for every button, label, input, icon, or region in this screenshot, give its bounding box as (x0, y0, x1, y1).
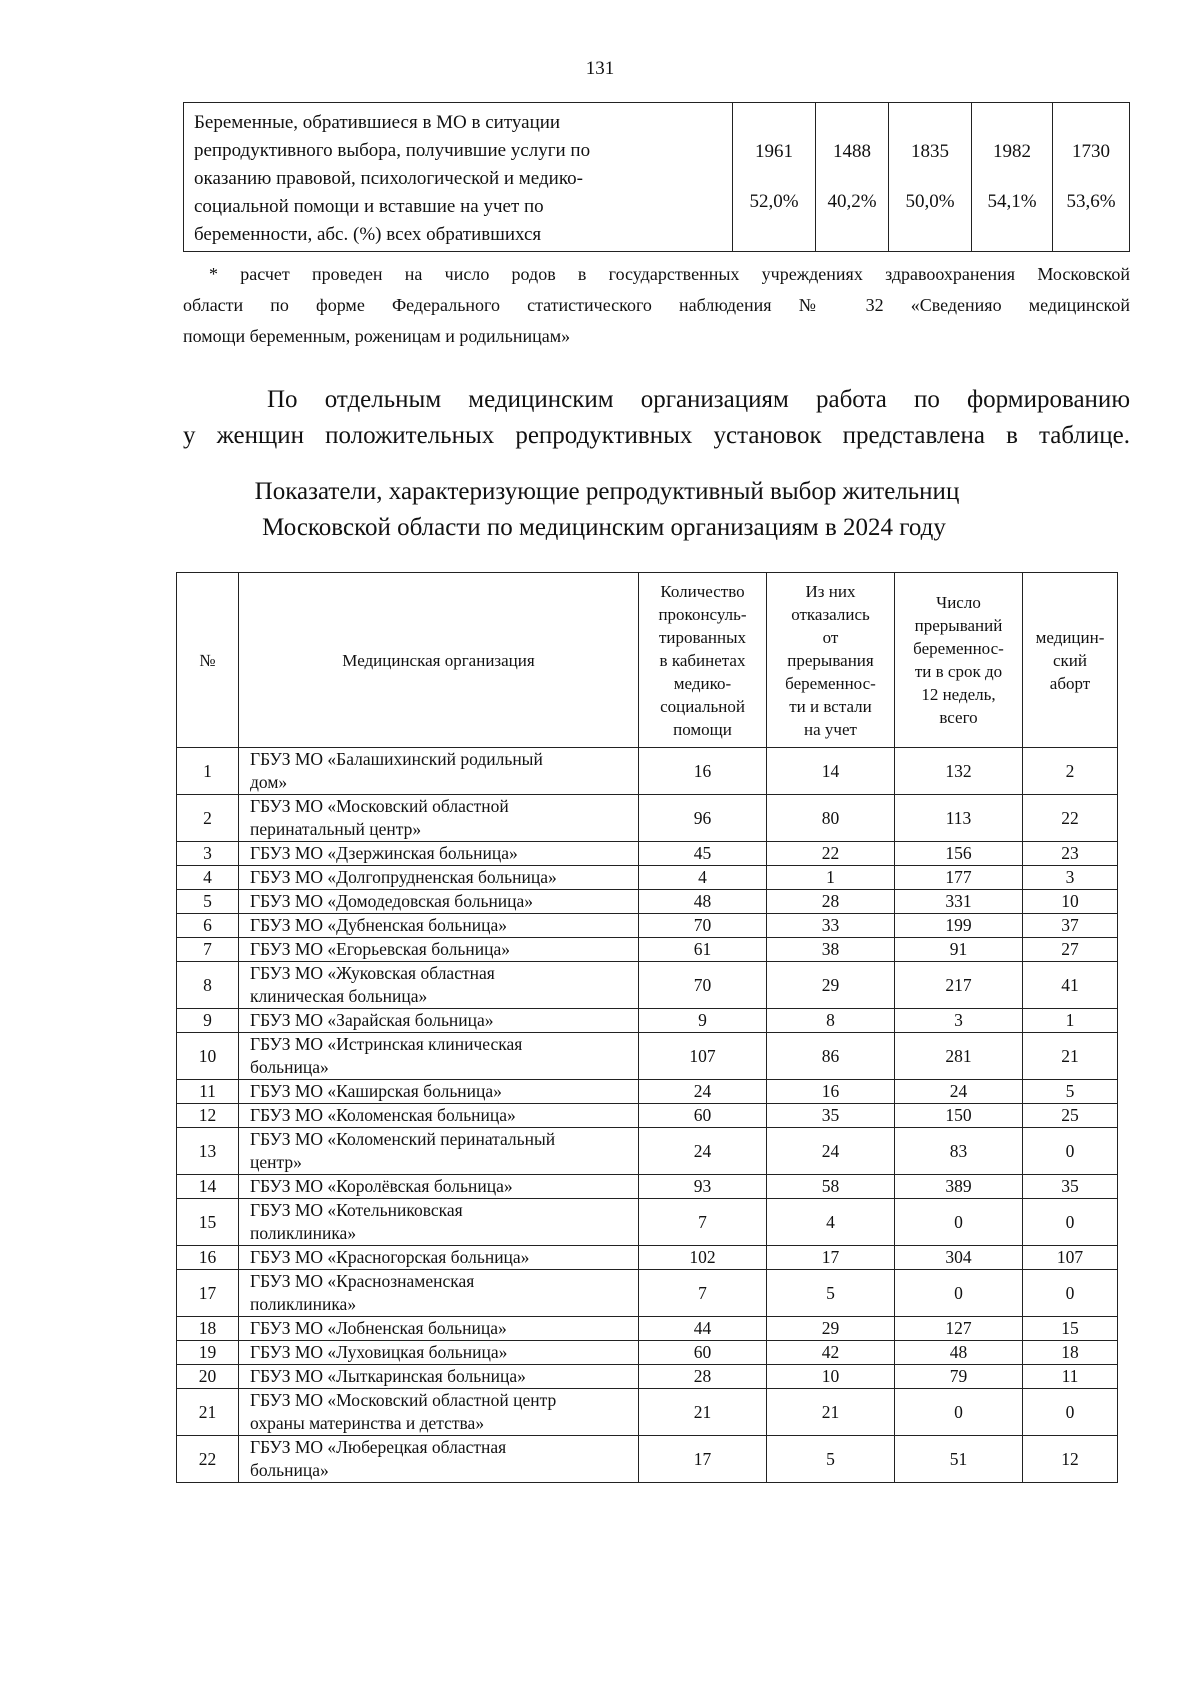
organization-name-line: ГБУЗ МО «Коломенская больница» (250, 1105, 516, 1125)
abortion-count: 21 (1023, 1033, 1118, 1080)
organizations-table (176, 572, 1118, 1483)
table-row (177, 890, 1118, 914)
refused-count: 80 (767, 795, 895, 842)
consulted-count: 17 (639, 1436, 767, 1483)
header-line: Из них (805, 581, 856, 601)
row-number: 17 (177, 1270, 239, 1317)
consulted-count: 24 (639, 1128, 767, 1175)
organization-name-line: ГБУЗ МО «Красногорская больница» (250, 1247, 530, 1267)
summary-abs: 1835 (911, 141, 949, 162)
organization-name (239, 748, 639, 795)
organization-name-line: ГБУЗ МО «Каширская больница» (250, 1081, 502, 1101)
refused-count: 5 (767, 1270, 895, 1317)
table-header-row (177, 573, 1118, 748)
table-title-line: Московской области по медицинским организациям в 2024 году (262, 514, 946, 541)
table-row (177, 795, 1118, 842)
refused-count: 14 (767, 748, 895, 795)
terminations-count: 79 (895, 1365, 1023, 1389)
summary-abs: 1488 (833, 141, 871, 162)
summary-description-line: репродуктивного выбора, получившие услуги по (194, 140, 591, 161)
header-line: Число (936, 593, 981, 612)
organization-name-line: ГБУЗ МО «Балашихинский родильный (250, 749, 543, 769)
row-number: 9 (177, 1009, 239, 1033)
organization-name (239, 1009, 639, 1033)
table-row (177, 1009, 1118, 1033)
footnote-line: области по форме Федерального статистического наблюдения № 32 «Сведенияо медицинской (183, 295, 1130, 315)
consulted-count: 9 (639, 1009, 767, 1033)
terminations-count: 199 (895, 914, 1023, 938)
consulted-count: 7 (639, 1199, 767, 1246)
summary-abs: 1730 (1072, 141, 1110, 162)
organization-name (239, 1317, 639, 1341)
table-row (177, 1104, 1118, 1128)
header-consulted (639, 573, 767, 748)
table-row (177, 1365, 1118, 1389)
table-row (177, 938, 1118, 962)
refused-count: 42 (767, 1341, 895, 1365)
terminations-count: 150 (895, 1104, 1023, 1128)
organization-name (239, 1365, 639, 1389)
abortion-count: 10 (1023, 890, 1118, 914)
summary-description-line: оказанию правовой, психологической и медико- (194, 168, 583, 189)
consulted-count: 60 (639, 1104, 767, 1128)
refused-count: 58 (767, 1175, 895, 1199)
organization-name-line: ГБУЗ МО «Домодедовская больница» (250, 891, 534, 911)
abortion-count: 0 (1023, 1389, 1118, 1436)
organization-name (239, 1199, 639, 1246)
terminations-count: 0 (895, 1270, 1023, 1317)
organization-name-line: поликлиника» (250, 1223, 357, 1243)
header-line: Количество (660, 581, 745, 601)
row-number: 19 (177, 1341, 239, 1365)
refused-count: 28 (767, 890, 895, 914)
terminations-count: 127 (895, 1317, 1023, 1341)
consulted-count: 96 (639, 795, 767, 842)
table-row (177, 1270, 1118, 1317)
abortion-count: 27 (1023, 938, 1118, 962)
organization-name (239, 890, 639, 914)
consulted-count: 24 (639, 1080, 767, 1104)
summary-value-cell (816, 103, 889, 252)
organization-name-line: ГБУЗ МО «Московский областной (250, 796, 509, 816)
body-paragraph (183, 382, 1130, 454)
organization-name (239, 1080, 639, 1104)
header-refused (767, 573, 895, 748)
row-number: 22 (177, 1436, 239, 1483)
table-row (177, 1389, 1118, 1436)
summary-pct: 52,0% (749, 191, 799, 212)
abortion-count: 0 (1023, 1128, 1118, 1175)
header-line: в кабинетах (659, 650, 746, 670)
organization-name-line: ГБУЗ МО «Лобненская больница» (250, 1318, 507, 1338)
row-number: 3 (177, 842, 239, 866)
organization-name (239, 866, 639, 890)
refused-count: 33 (767, 914, 895, 938)
refused-count: 29 (767, 1317, 895, 1341)
organization-name-line: перинатальный центр» (250, 819, 422, 839)
organization-name-line: центр» (250, 1152, 302, 1172)
terminations-count: 113 (895, 795, 1023, 842)
consulted-count: 28 (639, 1365, 767, 1389)
header-line: медицин- (1035, 627, 1105, 647)
organization-name-line: ГБУЗ МО «Жуковская областная (250, 963, 495, 983)
abortion-count: 41 (1023, 962, 1118, 1009)
abortion-count: 25 (1023, 1104, 1118, 1128)
refused-count: 16 (767, 1080, 895, 1104)
organization-name (239, 842, 639, 866)
row-number: 8 (177, 962, 239, 1009)
organization-name-line: клиническая больница» (250, 986, 428, 1006)
abortion-count: 0 (1023, 1199, 1118, 1246)
organization-name-line: ГБУЗ МО «Долгопрудненская больница» (250, 867, 557, 887)
organization-name (239, 962, 639, 1009)
terminations-count: 83 (895, 1128, 1023, 1175)
organization-name-line: ГБУЗ МО «Дубненская больница» (250, 915, 507, 935)
refused-count: 29 (767, 962, 895, 1009)
abortion-count: 5 (1023, 1080, 1118, 1104)
terminations-count: 132 (895, 748, 1023, 795)
organization-name-line: больница» (250, 1460, 329, 1480)
abortion-count: 22 (1023, 795, 1118, 842)
refused-count: 8 (767, 1009, 895, 1033)
abortion-count: 2 (1023, 748, 1118, 795)
organization-name (239, 1436, 639, 1483)
organization-name-line: больница» (250, 1057, 329, 1077)
abortion-count: 3 (1023, 866, 1118, 890)
terminations-count: 281 (895, 1033, 1023, 1080)
refused-count: 86 (767, 1033, 895, 1080)
table-body (177, 748, 1118, 1483)
consulted-count: 48 (639, 890, 767, 914)
table-row (177, 1246, 1118, 1270)
organization-name-line: ГБУЗ МО «Московский областной центр (250, 1390, 557, 1410)
header-line: ти в срок до (914, 662, 1003, 681)
summary-pct: 40,2% (827, 191, 877, 212)
row-number: 2 (177, 795, 239, 842)
consulted-count: 93 (639, 1175, 767, 1199)
header-line: прерывания (787, 650, 874, 670)
consulted-count: 45 (639, 842, 767, 866)
row-number: 16 (177, 1246, 239, 1270)
header-line: на учет (804, 719, 857, 739)
summary-value-cell (889, 103, 972, 252)
summary-row (184, 103, 1130, 252)
consulted-count: 61 (639, 938, 767, 962)
table-row (177, 748, 1118, 795)
summary-pct: 50,0% (905, 191, 955, 212)
header-line: медико- (673, 673, 732, 693)
table-row (177, 962, 1118, 1009)
refused-count: 24 (767, 1128, 895, 1175)
terminations-count: 0 (895, 1199, 1023, 1246)
consulted-count: 16 (639, 748, 767, 795)
organization-name (239, 1270, 639, 1317)
row-number: 4 (177, 866, 239, 890)
terminations-count: 3 (895, 1009, 1023, 1033)
abortion-count: 23 (1023, 842, 1118, 866)
header-line: аборт (1049, 673, 1091, 693)
header-line: беременнос- (785, 673, 876, 693)
organization-name (239, 1389, 639, 1436)
row-number: 18 (177, 1317, 239, 1341)
table-row (177, 914, 1118, 938)
table-row (177, 1317, 1118, 1341)
row-number: 15 (177, 1199, 239, 1246)
header-line: 12 недель, (921, 685, 996, 704)
organization-name (239, 795, 639, 842)
terminations-count: 91 (895, 938, 1023, 962)
terminations-count: 24 (895, 1080, 1023, 1104)
paragraph-line: у женщин положительных репродуктивных установок представлена в таблице. (183, 422, 1130, 449)
refused-count: 38 (767, 938, 895, 962)
table-title-line: Показатели, характеризующие репродуктивный выбор жительниц (254, 478, 960, 505)
refused-count: 17 (767, 1246, 895, 1270)
organization-name-line: ГБУЗ МО «Лыткаринская больница» (250, 1366, 526, 1386)
consulted-count: 4 (639, 866, 767, 890)
table-row (177, 1033, 1118, 1080)
row-number: 14 (177, 1175, 239, 1199)
consulted-count: 102 (639, 1246, 767, 1270)
header-line: помощи (673, 719, 732, 739)
row-number: 21 (177, 1389, 239, 1436)
header-line: всего (939, 708, 978, 727)
organization-name (239, 1341, 639, 1365)
table-title (0, 474, 1200, 546)
table-row (177, 1199, 1118, 1246)
terminations-count: 51 (895, 1436, 1023, 1483)
header-line: от (822, 627, 839, 647)
paragraph-line: По отдельным медицинским организациям работа по формированию (267, 386, 1130, 413)
organization-name-line: ГБУЗ МО «Дзержинская больница» (250, 843, 518, 863)
terminations-count: 156 (895, 842, 1023, 866)
organization-name-line: ГБУЗ МО «Люберецкая областная (250, 1437, 507, 1457)
consulted-count: 70 (639, 914, 767, 938)
terminations-count: 177 (895, 866, 1023, 890)
organization-name-line: ГБУЗ МО «Истринская клиническая (250, 1034, 523, 1054)
abortion-count: 18 (1023, 1341, 1118, 1365)
summary-value-cell (733, 103, 816, 252)
organization-name (239, 1175, 639, 1199)
page-number: 131 (585, 58, 615, 79)
organization-name (239, 938, 639, 962)
table-row (177, 1436, 1118, 1483)
terminations-count: 389 (895, 1175, 1023, 1199)
abortion-count: 0 (1023, 1270, 1118, 1317)
summary-pct: 53,6% (1066, 191, 1116, 212)
row-number: 7 (177, 938, 239, 962)
organization-name-line: ГБУЗ МО «Коломенский перинатальный (250, 1129, 556, 1149)
header-line: тированных (659, 627, 746, 647)
footnote-line: * расчет проведен на число родов в государственных учреждениях здравоохранения Московской (209, 264, 1130, 284)
header-line: ти и встали (789, 696, 872, 716)
abortion-count: 107 (1023, 1246, 1118, 1270)
refused-count: 10 (767, 1365, 895, 1389)
row-number: 11 (177, 1080, 239, 1104)
header-line: проконсуль- (658, 604, 747, 624)
table-row (177, 1080, 1118, 1104)
header-line: ский (1053, 650, 1087, 670)
row-number: 13 (177, 1128, 239, 1175)
table-row (177, 1341, 1118, 1365)
consulted-count: 7 (639, 1270, 767, 1317)
organization-name (239, 1033, 639, 1080)
refused-count: 5 (767, 1436, 895, 1483)
refused-count: 22 (767, 842, 895, 866)
terminations-count: 217 (895, 962, 1023, 1009)
header-abortion (1023, 573, 1118, 748)
summary-description-line: беременности, абс. (%) всех обратившихся (194, 224, 542, 245)
terminations-count: 304 (895, 1246, 1023, 1270)
table-row (177, 866, 1118, 890)
table-row (177, 842, 1118, 866)
header-no: № (177, 573, 239, 748)
header-org: Медицинская организация (239, 573, 639, 748)
summary-table (183, 102, 1130, 252)
terminations-count: 48 (895, 1341, 1023, 1365)
terminations-count: 331 (895, 890, 1023, 914)
row-number: 10 (177, 1033, 239, 1080)
row-number: 1 (177, 748, 239, 795)
abortion-count: 1 (1023, 1009, 1118, 1033)
consulted-count: 60 (639, 1341, 767, 1365)
organization-name (239, 914, 639, 938)
header-line: социальной (660, 696, 745, 716)
terminations-count: 0 (895, 1389, 1023, 1436)
footnote (183, 259, 1130, 352)
header-line: отказались (791, 604, 870, 624)
table-row (177, 1128, 1118, 1175)
organization-name-line: ГБУЗ МО «Краснознаменская (250, 1271, 475, 1291)
organization-name-line: ГБУЗ МО «Луховицкая больница» (250, 1342, 508, 1362)
organization-name-line: ГБУЗ МО «Королёвская больница» (250, 1176, 513, 1196)
abortion-count: 35 (1023, 1175, 1118, 1199)
row-number: 5 (177, 890, 239, 914)
summary-description (184, 103, 733, 252)
footnote-line: помощи беременным, роженицам и родильницам» (183, 326, 571, 346)
organization-name (239, 1128, 639, 1175)
summary-description-line: социальной помощи и вставшие на учет по (194, 196, 544, 217)
organization-name-line: ГБУЗ МО «Котельниковская (250, 1200, 463, 1220)
summary-abs: 1982 (993, 141, 1031, 162)
consulted-count: 70 (639, 962, 767, 1009)
refused-count: 35 (767, 1104, 895, 1128)
summary-pct: 54,1% (987, 191, 1037, 212)
consulted-count: 44 (639, 1317, 767, 1341)
row-number: 20 (177, 1365, 239, 1389)
row-number: 6 (177, 914, 239, 938)
organization-name (239, 1104, 639, 1128)
table-row (177, 1175, 1118, 1199)
consulted-count: 107 (639, 1033, 767, 1080)
header-line: прерываний (914, 616, 1003, 635)
organization-name (239, 1246, 639, 1270)
organization-name-line: поликлиника» (250, 1294, 357, 1314)
summary-abs: 1961 (755, 141, 793, 162)
summary-value-cell (1053, 103, 1130, 252)
organization-name-line: ГБУЗ МО «Егорьевская больница» (250, 939, 510, 959)
organization-name-line: ГБУЗ МО «Зарайская больница» (250, 1010, 494, 1030)
header-line: беременнос- (913, 639, 1004, 658)
abortion-count: 11 (1023, 1365, 1118, 1389)
organization-name-line: дом» (250, 772, 288, 792)
consulted-count: 21 (639, 1389, 767, 1436)
summary-value-cell (972, 103, 1053, 252)
summary-description-line: Беременные, обратившиеся в МО в ситуации (194, 112, 561, 133)
abortion-count: 37 (1023, 914, 1118, 938)
row-number: 12 (177, 1104, 239, 1128)
refused-count: 21 (767, 1389, 895, 1436)
abortion-count: 12 (1023, 1436, 1118, 1483)
refused-count: 4 (767, 1199, 895, 1246)
refused-count: 1 (767, 866, 895, 890)
abortion-count: 15 (1023, 1317, 1118, 1341)
organization-name-line: охраны материнства и детства» (250, 1413, 485, 1433)
header-terminations (895, 573, 1023, 748)
